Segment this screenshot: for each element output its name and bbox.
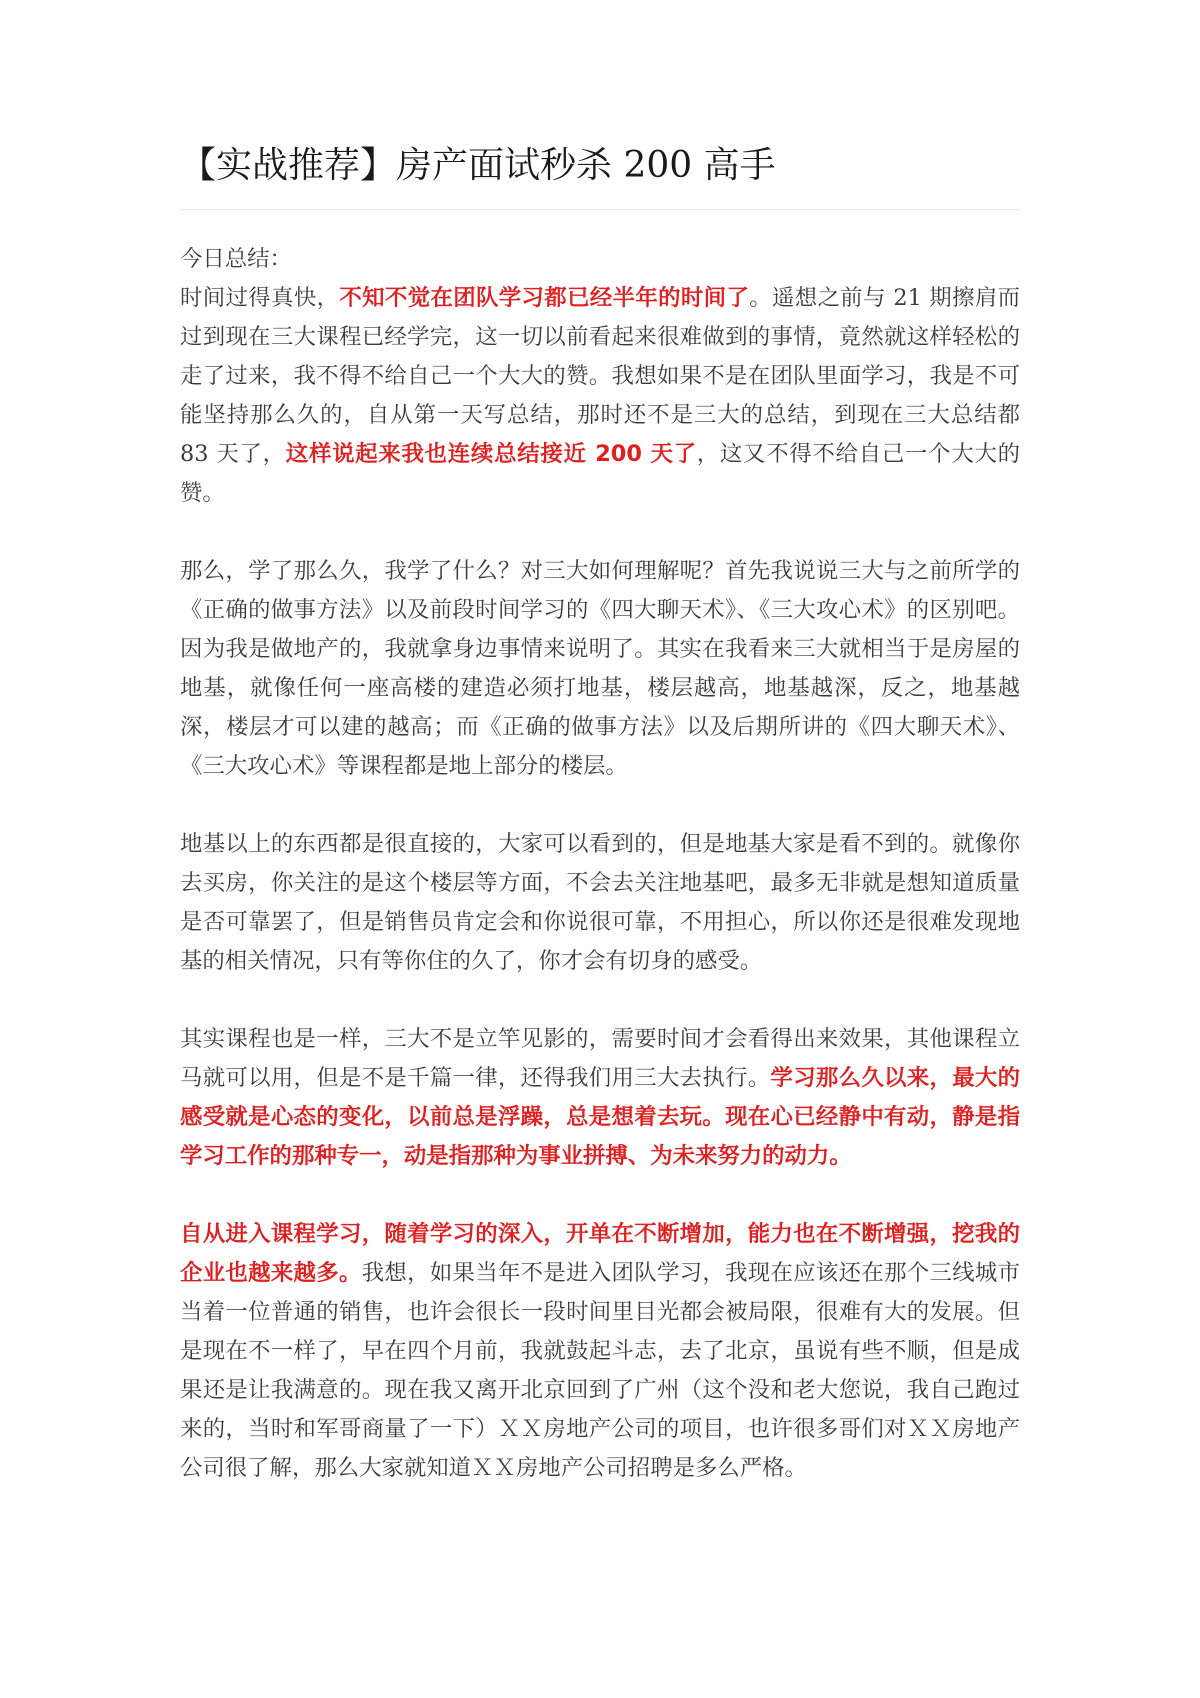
article-body [180, 240, 1020, 1527]
text-segment: ，这又不得不给自己一个大大的赞。 [180, 441, 1021, 506]
text-segment: 地基以上的东西都是很直接的，大家可以看到的，但是地基大家是看不到的。就像你去买房，你关注的是这个楼层等方面，不会去关注地基吧，最多无非就是想知道质量是否可靠罢了，但是销售员肯定会和你说很可靠，不用担心，所以你还是很难发现地基的相关情况，只有等你住的久了，你才会有切身的感受。 [180, 831, 1020, 974]
text-segment: 时间过得真快， [180, 285, 340, 311]
summary-heading: 今日总结： [180, 246, 292, 272]
text-segment: 我想，如果当年不是进入团队学习，我现在应该还在那个三线城市当着一位普通的销售，也许会很长一段时间里目光都会被局限，很难有大的发展。但是现在不一样了，早在四个月前，我就鼓起斗志，去了北京，虽说有些不顺，但是成果还是让我满意的。现在我又离开北京回到了广州（这个没和老大您说，我自己跑过来的，当时和军哥商量了一下）ＸＸ房地产公司的项目，也许很多哥们对ＸＸ房地产公司很了解，那么大家就知道ＸＸ房地产公司招聘是多么严格。 [180, 1260, 1021, 1481]
highlighted-text: 不知不觉在团队学习都已经半年的时间了 [339, 285, 750, 311]
text-segment: 其实课程也是一样，三大不是立竿见影的，需要时间才会看得出来效果，其他课程立马就可以用，但是不是千篇一律，还得我们用三大去执行。 [180, 1026, 1020, 1091]
paragraph-5 [180, 1215, 1020, 1488]
highlighted-text: 学习那么久以来，最大的感受就是心态的变化，以前总是浮躁，总是想着去玩。现在心已经静中有动，静是指学习工作的那种专一，动是指那种为事业拼搏、为未来努力的动力。 [180, 1065, 1021, 1169]
page-title: 【实战推荐】房产面试秒杀 200 高手 [180, 145, 776, 186]
title-divider [180, 209, 1020, 210]
highlighted-text: 这样说起来我也连续总结接近 200 天了 [285, 441, 697, 467]
paragraph-2 [180, 552, 1020, 786]
paragraph-3 [180, 825, 1020, 981]
text-segment: 那么，学了那么久，我学了什么？对三大如何理解呢？首先我说说三大与之前所学的《正确的做事方法》以及前段时间学习的《四大聊天术》、《三大攻心术》的区别吧。因为我是做地产的，我就拿身边事情来说明了。其实在我看来三大就相当于是房屋的地基，就像任何一座高楼的建造必须打地基，楼层越高，地基越深，反之，地基越深，楼层才可以建的越高；而《正确的做事方法》以及后期所讲的《四大聊天术》、《三大攻心术》等课程都是地上部分的楼层。 [180, 558, 1020, 779]
highlighted-text: 自从进入课程学习，随着学习的深入，开单在不断增加，能力也在不断增强，挖我的企业也越来越多。 [180, 1221, 1020, 1286]
text-segment: 。遥想之前与 21 期擦肩而过到现在三大课程已经学完，这一切以前看起来很难做到的事情，竟然就这样轻松的走了过来，我不得不给自己一个大大的赞。我想如果不是在团队里面学习，我是不可能坚持那么久的，自从第一天写总结，那时还不是三大的总结，到现在三大总结都 83 天了， [180, 285, 1021, 467]
paragraph-4 [180, 1020, 1020, 1176]
paragraph-1 [180, 279, 1020, 513]
